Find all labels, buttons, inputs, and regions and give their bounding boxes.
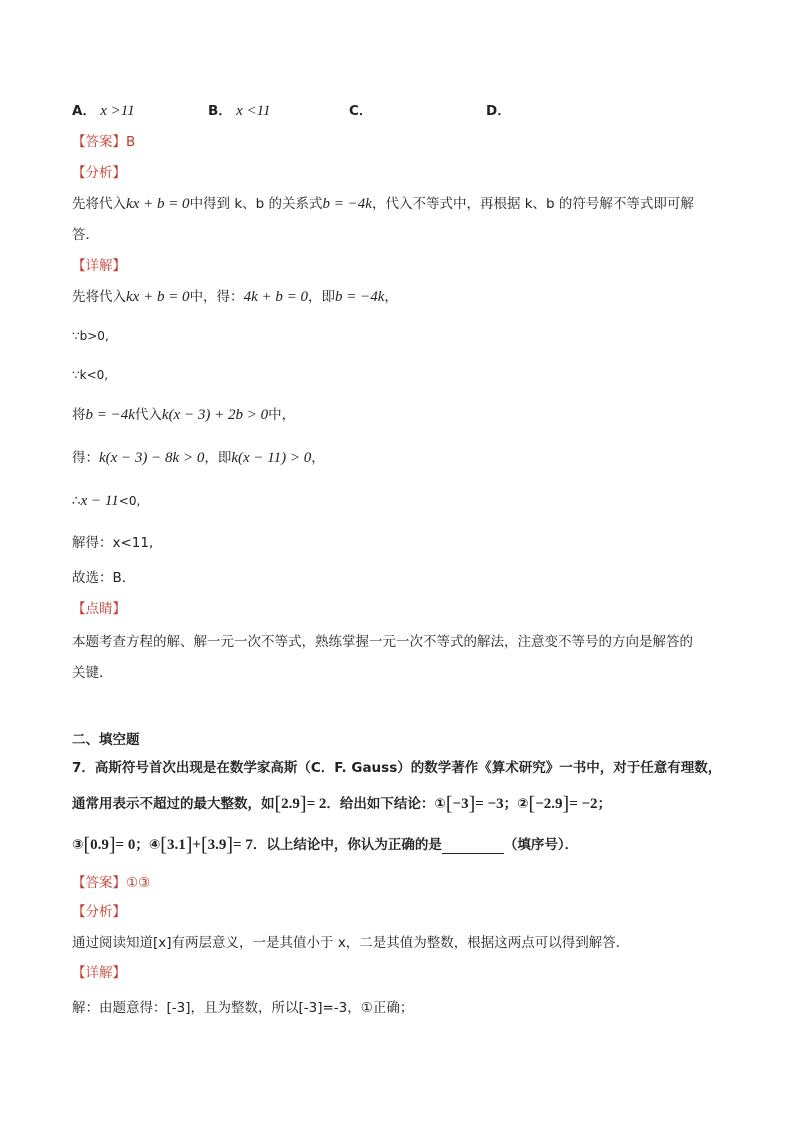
answer-blank [442, 839, 504, 854]
option-d: D． [486, 103, 511, 119]
q6-analysis-tag: 【分析】 [72, 165, 126, 181]
q6-analysis-line1: 先将代入kx + b = 0中得到 k、b 的关系式b = −4k，代入不等式中，再根据 k、b 的符号解不等式即可解 [72, 196, 694, 212]
q6-analysis-line2: 答． [72, 227, 99, 243]
conclusion-1: ①[−3]= −3 [434, 793, 504, 815]
q6-detail-line2: ∵b>0, [72, 329, 109, 343]
conclusion-3: ③[0.9]= 0 [72, 834, 136, 856]
q6-detail-line7: 解得：x<11, [72, 535, 154, 551]
q7-answer: 【答案】①③ [72, 875, 151, 891]
q6-detail-line6: ∴x − 11<0, [72, 493, 141, 509]
q6-detail-line3: ∵k<0, [72, 368, 109, 382]
q6-detail-line5: 得：k(x − 3) − 8k > 0，即k(x − 11) > 0， [72, 450, 325, 466]
q6-comment-line2: 关键． [72, 665, 113, 681]
q7-detail-line: 解：由题意得：[-3]，且为整数，所以[-3]=-3，①正确； [72, 1000, 414, 1016]
section-title: 二、填空题 [72, 732, 140, 748]
q7-analysis-line: 通过阅读知道[x]有两层意义，一是其值小于 x，二是其值为整数，根据这两点可以得到解答． [72, 935, 630, 951]
q6-comment-tag: 【点睛】 [72, 601, 126, 617]
q7-detail-tag: 【详解】 [72, 965, 126, 981]
option-c: C． [349, 103, 373, 119]
q6-detail-line1: 先将代入kx + b = 0中，得：4k + b = 0，即b = −4k， [72, 289, 398, 305]
q7-line1: 7．高斯符号首次出现是在数学家高斯（C．F. Gauss）的数学著作《算术研究》一书中，对于任意有理数， [72, 760, 722, 776]
q6-detail-line8: 故选：B． [72, 570, 136, 586]
q6-detail-tag: 【详解】 [72, 258, 126, 274]
conclusion-4: ④[3.1]+[3.9]= 7 [148, 834, 253, 856]
q6-answer: 【答案】B [72, 134, 136, 150]
q7-analysis-tag: 【分析】 [72, 904, 126, 920]
q6-comment-line1: 本题考查方程的解、解一元一次不等式，熟练掌握一元一次不等式的解法，注意变不等号的方向是解答的 [72, 634, 693, 650]
conclusion-2: ②[−2.9]= −2 [517, 793, 598, 815]
option-a: A． x >11 [72, 103, 135, 119]
option-b: B． x <11 [208, 103, 271, 119]
q7-line2: 通常用表示不超过的最大整数，如[2.9]= 2．给出如下结论：①[−3]= −3；②[−2.9]= −2； [72, 793, 612, 815]
q7-line3: ③[0.9]= 0；④[3.1]+[3.9]= 7．以上结论中，你认为正确的是 （填序号）． [72, 834, 579, 856]
q6-detail-line4: 将b = −4k代入k(x − 3) + 2b > 0中， [72, 407, 296, 423]
